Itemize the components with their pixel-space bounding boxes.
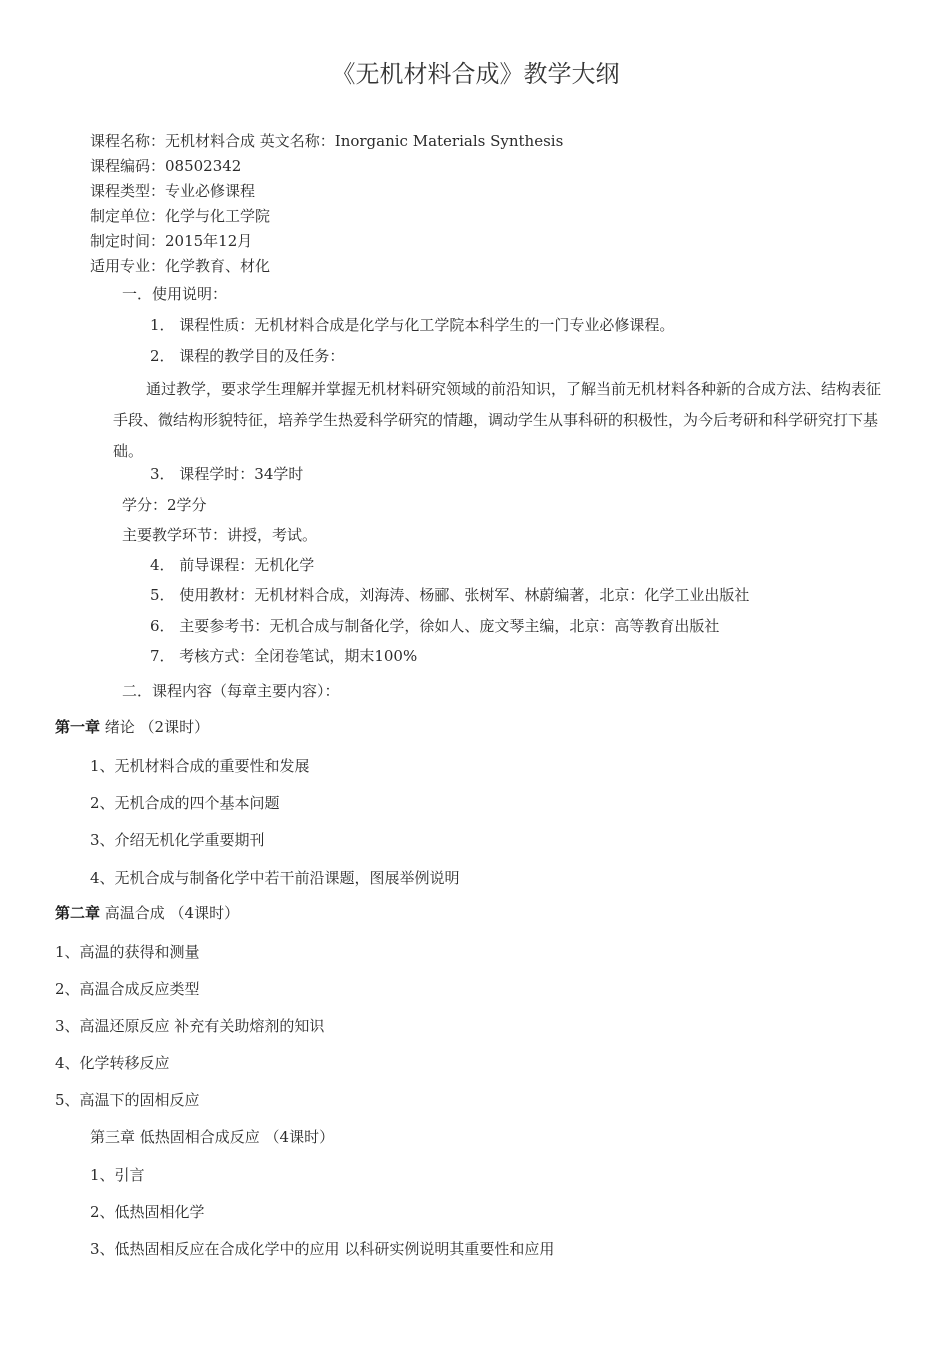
item-nature: 1． 课程性质：无机材料合成是化学与化工学院本科学生的一门专业必修课程。 [150,316,675,334]
section2-heading: 二．课程内容（每章主要内容）： [122,682,340,700]
meta-major: 适用专业：化学教育、材化 [90,257,271,275]
chapter3-item: 3、低热固相反应在合成化学中的应用 以科研实例说明其重要性和应用 [90,1240,555,1258]
chapter3-item: 1、引言 [90,1166,145,1184]
chapter1-label: 第一章 [55,718,101,736]
teaching-links: 主要教学环节：讲授，考试。 [122,526,318,544]
chapter2-item: 4、化学转移反应 [55,1054,170,1072]
item-references: 6． 主要参考书：无机合成与制备化学，徐如人、庞文琴主编，北京：高等教育出版社 [150,617,720,635]
chapter1-heading [55,717,209,737]
chapter1-item: 1、无机材料合成的重要性和发展 [90,757,310,775]
item-assessment: 7． 考核方式：全闭卷笔试，期末100% [150,647,418,665]
item-hours: 3． 课程学时：34学时 [150,465,304,483]
chapter3-item: 2、低热固相化学 [90,1203,205,1221]
chapter1-title: 绪论 （2课时） [100,718,210,736]
meta-date: 制定时间：2015年12月 [90,232,253,250]
item-prereq: 4． 前导课程：无机化学 [150,556,315,574]
credits: 学分：2学分 [122,496,207,514]
item-textbook: 5． 使用教材：无机材料合成，刘海涛、杨郦、张树军、林蔚编著，北京：化学工业出版社 [150,586,750,604]
chapter2-title: 高温合成 （4课时） [100,904,240,922]
objectives-paragraph: 通过教学，要求学生理解并掌握无机材料研究领域的前沿知识，了解当前无机材料各种新的合成方法、结构表征手段、微结构形貌特征，培养学生热爱科学研究的情趣，调动学生从事科研的积极性，为今后考研和科学研究打下基础。 [113,380,882,460]
meta-course-name: 课程名称：无机材料合成 英文名称：Inorganic Materials Synthesis [90,132,564,150]
chapter1-item: 4、无机合成与制备化学中若干前沿课题，图展举例说明 [90,869,460,887]
chapter2-item: 1、高温的获得和测量 [55,943,200,961]
item-objectives: 2． 课程的教学目的及任务： [150,347,345,365]
meta-course-type: 课程类型：专业必修课程 [90,182,256,200]
chapter2-item: 3、高温还原反应 补充有关助熔剂的知识 [55,1017,325,1035]
chapter2-item: 2、高温合成反应类型 [55,980,200,998]
chapter2-label: 第二章 [55,904,101,922]
meta-unit: 制定单位：化学与化工学院 [90,207,271,225]
page-title: 《无机材料合成》教学大纲 [331,60,620,88]
meta-course-code: 课程编码：08502342 [90,157,242,175]
chapter3-heading: 第三章 低热固相合成反应 （4课时） [90,1128,335,1146]
chapter1-item: 3、介绍无机化学重要期刊 [90,831,265,849]
chapter1-item: 2、无机合成的四个基本问题 [90,794,280,812]
section1-heading: 一．使用说明： [122,285,228,303]
chapter2-item: 5、高温下的固相反应 [55,1091,200,1109]
chapter2-heading [55,903,239,923]
